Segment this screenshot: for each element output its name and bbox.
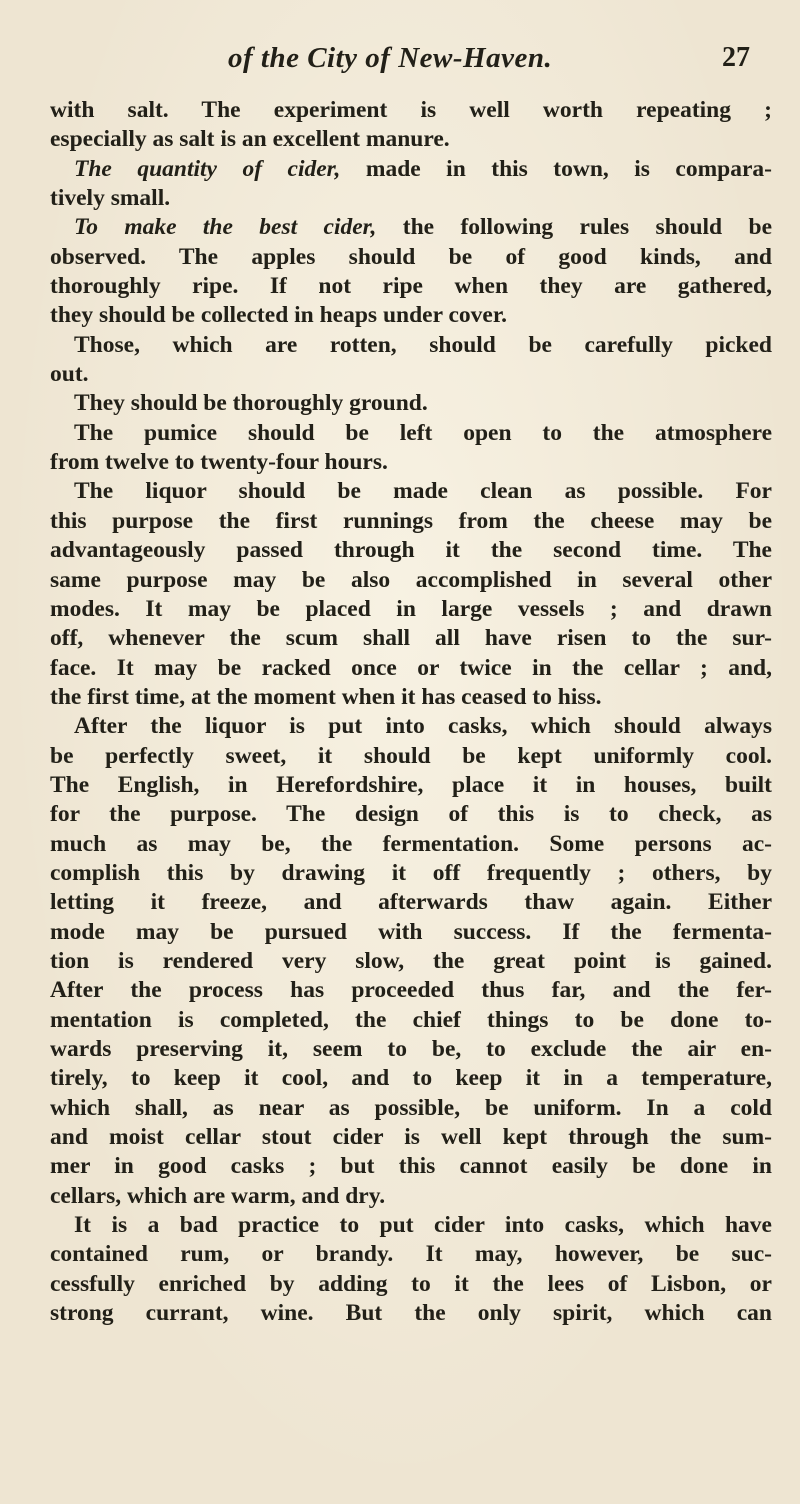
line-text: off, whenever the scum shall all have risen to the sur-: [50, 625, 772, 652]
body-text: [50, 96, 772, 1328]
text-line: [50, 1182, 772, 1211]
line-text: letting it freeze, and afterwards thaw again. Either: [50, 889, 772, 916]
line-text: same purpose may be also accomplished in several other: [50, 566, 772, 593]
line-text: contained rum, or brandy. It may, however, be suc-: [50, 1241, 772, 1268]
line-text: mer in good casks ; but this cannot easily be done in: [50, 1153, 772, 1180]
page-header: [0, 42, 800, 86]
line-text: The pumice should be left open to the atmosphere: [74, 419, 772, 446]
text-line: [50, 742, 772, 771]
line-text: modes. It may be placed in large vessels ; and drawn: [50, 595, 772, 622]
text-line: [50, 771, 772, 800]
line-text: The liquor should be made clean as possible. For: [74, 478, 772, 505]
text-line: [50, 947, 772, 976]
line-text: much as may be, the fermentation. Some persons ac-: [50, 830, 772, 857]
line-text: It is a bad practice to put cider into casks, which have: [74, 1212, 772, 1239]
text-line: [50, 1270, 772, 1299]
text-line: [50, 1211, 772, 1240]
line-text: They should be thoroughly ground.: [74, 390, 428, 417]
text-line: [50, 1006, 772, 1035]
line-text: cellars, which are warm, and dry.: [50, 1182, 386, 1209]
text-line: [50, 712, 772, 741]
text-line: [50, 1064, 772, 1093]
line-text: complish this by drawing it off frequently ; others, by: [50, 859, 772, 886]
text-line: [50, 331, 772, 360]
text-line: [50, 683, 772, 712]
text-line: [50, 301, 772, 330]
text-line: [50, 419, 772, 448]
line-text: tion is rendered very slow, the great point is gained.: [50, 947, 772, 974]
italic-lead: To make the best cider,: [74, 214, 377, 241]
text-line: [50, 125, 772, 154]
text-line: [50, 1035, 772, 1064]
line-text: thoroughly ripe. If not ripe when they are gathered,: [50, 273, 772, 300]
line-text: After the liquor is put into casks, which should always: [74, 713, 772, 740]
line-text: observed. The apples should be of good kinds, and: [50, 243, 772, 270]
line-text: made in this town, is compara-: [340, 155, 772, 182]
text-line: [50, 918, 772, 947]
line-text: tirely, to keep it cool, and to keep it in a temperature,: [50, 1065, 772, 1092]
text-line: [50, 859, 772, 888]
text-line: [50, 243, 772, 272]
line-text: wards preserving it, seem to be, to exclude the air en-: [50, 1036, 772, 1062]
line-text: mentation is completed, the chief things to be done to-: [50, 1006, 772, 1033]
running-title: of the City of New-Haven.: [228, 42, 553, 74]
line-text: for the purpose. The design of this is to check, as: [50, 801, 772, 828]
text-line: [50, 976, 772, 1005]
text-line: [50, 1094, 772, 1123]
text-line: [50, 96, 772, 125]
text-line: [50, 155, 772, 184]
line-text: from twelve to twenty-four hours.: [50, 449, 388, 476]
line-text: be perfectly sweet, it should be kept uniformly cool.: [50, 742, 772, 769]
line-text: this purpose the first runnings from the cheese may be: [50, 507, 772, 534]
text-line: [50, 1152, 772, 1181]
line-text: advantageously passed through it the second time. The: [50, 537, 772, 564]
line-text: especially as salt is an excellent manure.: [50, 126, 450, 153]
text-line: [50, 595, 772, 624]
line-text: the first time, at the moment when it has ceased to hiss.: [50, 683, 602, 710]
text-line: [50, 830, 772, 859]
line-text: the following rules should be: [376, 214, 772, 241]
text-line: [50, 360, 772, 389]
text-line: [50, 800, 772, 829]
text-line: [50, 272, 772, 301]
text-line: [50, 184, 772, 213]
text-line: [50, 1240, 772, 1269]
line-text: they should be collected in heaps under cover.: [50, 302, 507, 329]
line-text: which shall, as near as possible, be uniform. In a cold: [50, 1094, 772, 1121]
italic-lead: The quantity of cider,: [74, 155, 341, 182]
line-text: tively small.: [50, 185, 171, 212]
line-text: out.: [50, 361, 89, 388]
line-text: face. It may be racked once or twice in the cellar ; and,: [50, 654, 772, 681]
line-text: After the process has proceeded thus far, and the fer-: [50, 977, 772, 1004]
text-line: [50, 654, 772, 683]
text-line: [50, 1123, 772, 1152]
page-number: 27: [722, 42, 750, 73]
line-text: strong currant, wine. But the only spirit, which can: [50, 1300, 772, 1327]
text-line: [50, 1299, 772, 1328]
text-line: [50, 536, 772, 565]
text-line: [50, 213, 772, 242]
line-text: Those, which are rotten, should be carefully picked: [74, 331, 772, 358]
text-line: [50, 389, 772, 418]
line-text: with salt. The experiment is well worth repeating ;: [50, 97, 772, 123]
text-line: [50, 888, 772, 917]
text-line: [50, 477, 772, 506]
text-line: [50, 448, 772, 477]
text-line: [50, 624, 772, 653]
line-text: and moist cellar stout cider is well kept through the sum-: [50, 1124, 772, 1151]
text-line: [50, 566, 772, 595]
line-text: cessfully enriched by adding to it the lees of Lisbon, or: [50, 1270, 772, 1297]
text-line: [50, 507, 772, 536]
line-text: The English, in Herefordshire, place it in houses, built: [50, 771, 772, 798]
line-text: mode may be pursued with success. If the fermenta-: [50, 918, 772, 945]
